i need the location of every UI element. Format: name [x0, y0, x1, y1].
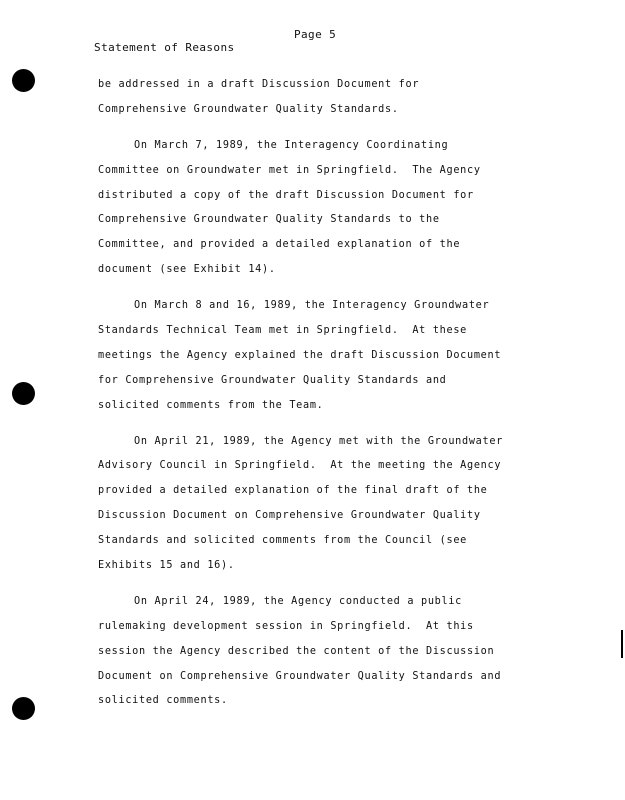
document-body — [98, 73, 548, 714]
text-line: solicited comments. — [98, 695, 228, 707]
text-line: Comprehensive Groundwater Quality Standards to the — [98, 214, 440, 226]
paragraph-april-21 — [98, 430, 548, 579]
punch-hole-bottom — [12, 697, 35, 720]
text-line: Comprehensive Groundwater Quality Standards. — [98, 103, 399, 115]
paragraph-april-24 — [98, 590, 548, 714]
text-line: Exhibits 15 and 16). — [98, 560, 235, 572]
paragraph-march-8-16 — [98, 294, 548, 418]
punch-hole-top — [12, 69, 35, 92]
text-line: meetings the Agency explained the draft Discussion Document — [98, 349, 502, 361]
page-number: Page 5 — [294, 28, 337, 41]
text-line: Advisory Council in Springfield. At the meeting the Agency — [98, 460, 502, 472]
text-line: document (see Exhibit 14). — [98, 264, 276, 276]
text-line: be addressed in a draft Discussion Document for — [98, 79, 420, 90]
text-line: Discussion Document on Comprehensive Groundwater Quality — [98, 510, 481, 522]
text-line: rulemaking development session in Springfield. At this — [98, 620, 474, 632]
text-line: On March 8 and 16, 1989, the Interagency Groundwater — [134, 300, 490, 312]
text-line: for Comprehensive Groundwater Quality Standards and — [98, 374, 447, 386]
text-line: Committee on Groundwater met in Springfield. The Agency — [98, 164, 481, 176]
text-line: Standards and solicited comments from the Council (see — [98, 535, 468, 547]
text-line: Standards Technical Team met in Springfield. At these — [98, 325, 468, 337]
text-line: session the Agency described the content of the Discussion — [98, 645, 495, 657]
paragraph-march-7 — [98, 134, 548, 283]
text-line: provided a detailed explanation of the final draft of the — [98, 485, 488, 497]
text-line: Document on Comprehensive Groundwater Quality Standards and — [98, 670, 502, 682]
text-line: distributed a copy of the draft Discussion Document for — [98, 189, 474, 201]
text-line: On March 7, 1989, the Interagency Coordinating — [134, 139, 449, 151]
text-line: On April 21, 1989, the Agency met with the Groundwater — [134, 435, 504, 447]
punch-hole-middle — [12, 382, 35, 405]
paragraph-continuation — [98, 73, 548, 123]
text-line: On April 24, 1989, the Agency conducted a public — [134, 595, 463, 607]
page-header — [80, 28, 337, 67]
scan-edge-mark — [621, 630, 623, 658]
text-line: Committee, and provided a detailed explanation of the — [98, 239, 461, 251]
document-title: Statement of Reasons — [94, 41, 235, 54]
text-line: solicited comments from the Team. — [98, 399, 324, 411]
